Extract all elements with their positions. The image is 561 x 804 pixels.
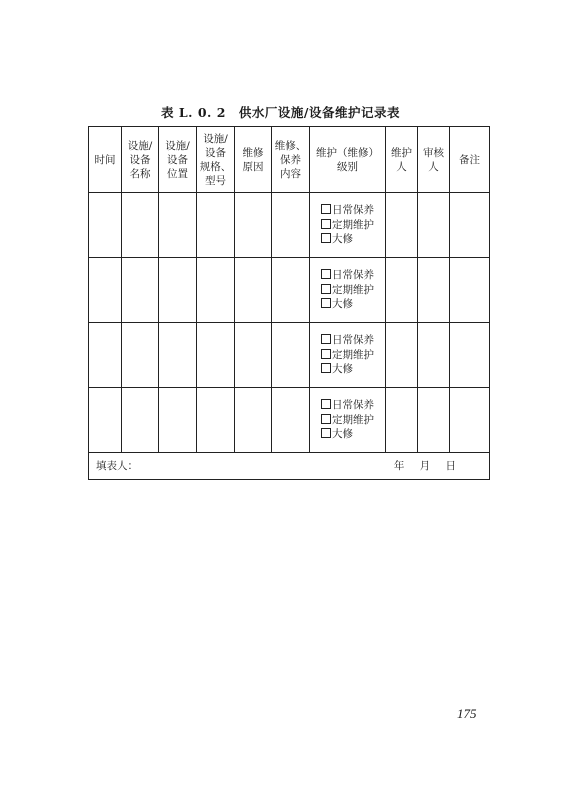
header-row bbox=[89, 127, 490, 193]
header-facility-name: 设施/ 设备 名称 bbox=[122, 127, 159, 193]
repair-reason-cell[interactable] bbox=[235, 323, 272, 388]
repair-reason-cell[interactable] bbox=[235, 388, 272, 453]
table-row bbox=[89, 388, 490, 453]
checkbox-icon[interactable] bbox=[321, 298, 331, 308]
checkbox-icon[interactable] bbox=[321, 428, 331, 438]
checkbox-icon[interactable] bbox=[321, 284, 331, 294]
header-facility-location: 设施/ 设备 位置 bbox=[159, 127, 197, 193]
table-row bbox=[89, 258, 490, 323]
time-cell[interactable] bbox=[89, 323, 122, 388]
option-periodic[interactable]: 定期维护 bbox=[321, 348, 374, 363]
remarks-cell[interactable] bbox=[450, 258, 490, 323]
option-periodic[interactable]: 定期维护 bbox=[321, 413, 374, 428]
reviewer-cell[interactable] bbox=[418, 258, 450, 323]
header-facility-spec: 设施/ 设备 规格、 型号 bbox=[197, 127, 235, 193]
repair-content-cell[interactable] bbox=[272, 323, 310, 388]
time-cell[interactable] bbox=[89, 193, 122, 258]
header-repair-content: 维修、 保养 内容 bbox=[272, 127, 310, 193]
level-cell bbox=[310, 258, 386, 323]
option-routine[interactable]: 日常保养 bbox=[321, 333, 374, 348]
reviewer-cell[interactable] bbox=[418, 323, 450, 388]
level-cell bbox=[310, 323, 386, 388]
option-routine[interactable]: 日常保养 bbox=[321, 268, 374, 283]
repair-reason-cell[interactable] bbox=[235, 193, 272, 258]
facility-name-cell[interactable] bbox=[122, 388, 159, 453]
option-periodic[interactable]: 定期维护 bbox=[321, 283, 374, 298]
facility-name-cell[interactable] bbox=[122, 193, 159, 258]
date-fields[interactable] bbox=[382, 459, 456, 473]
reviewer-cell[interactable] bbox=[418, 193, 450, 258]
remarks-cell[interactable] bbox=[450, 193, 490, 258]
header-maintenance-level: 维护（维修） 级别 bbox=[310, 127, 386, 193]
header-repair-reason: 维修 原因 bbox=[235, 127, 272, 193]
footer-row bbox=[89, 453, 490, 480]
maintenance-record-table bbox=[88, 126, 490, 480]
checkbox-icon[interactable] bbox=[321, 233, 331, 243]
level-cell bbox=[310, 193, 386, 258]
maintainer-cell[interactable] bbox=[386, 388, 418, 453]
time-cell[interactable] bbox=[89, 388, 122, 453]
checkbox-icon[interactable] bbox=[321, 363, 331, 373]
checkbox-icon[interactable] bbox=[321, 269, 331, 279]
facility-location-cell[interactable] bbox=[159, 193, 197, 258]
checkbox-icon[interactable] bbox=[321, 414, 331, 424]
header-time: 时间 bbox=[89, 127, 122, 193]
checkbox-icon[interactable] bbox=[321, 219, 331, 229]
remarks-cell[interactable] bbox=[450, 388, 490, 453]
checkbox-icon[interactable] bbox=[321, 399, 331, 409]
remarks-cell[interactable] bbox=[450, 323, 490, 388]
header-reviewer: 审核 人 bbox=[418, 127, 450, 193]
reviewer-cell[interactable] bbox=[418, 388, 450, 453]
table-row bbox=[89, 193, 490, 258]
facility-location-cell[interactable] bbox=[159, 388, 197, 453]
option-overhaul[interactable]: 大修 bbox=[321, 427, 374, 442]
option-overhaul[interactable]: 大修 bbox=[321, 362, 374, 377]
facility-spec-cell[interactable] bbox=[197, 193, 235, 258]
option-overhaul[interactable]: 大修 bbox=[321, 232, 374, 247]
facility-spec-cell[interactable] bbox=[197, 388, 235, 453]
repair-reason-cell[interactable] bbox=[235, 258, 272, 323]
header-remarks: 备注 bbox=[450, 127, 490, 193]
maintainer-cell[interactable] bbox=[386, 193, 418, 258]
repair-content-cell[interactable] bbox=[272, 388, 310, 453]
table-row bbox=[89, 323, 490, 388]
repair-content-cell[interactable] bbox=[272, 258, 310, 323]
option-periodic[interactable]: 定期维护 bbox=[321, 218, 374, 233]
repair-content-cell[interactable] bbox=[272, 193, 310, 258]
day-label: 日 bbox=[445, 460, 456, 472]
maintainer-cell[interactable] bbox=[386, 323, 418, 388]
filler-label: 填表人： bbox=[96, 460, 138, 472]
facility-name-cell[interactable] bbox=[122, 258, 159, 323]
facility-location-cell[interactable] bbox=[159, 258, 197, 323]
checkbox-icon[interactable] bbox=[321, 334, 331, 344]
table-title: 表 L. 0. 2 供水厂设施/设备维护记录表 bbox=[160, 105, 400, 120]
facility-location-cell[interactable] bbox=[159, 323, 197, 388]
level-cell bbox=[310, 388, 386, 453]
option-overhaul[interactable]: 大修 bbox=[321, 297, 374, 312]
page-number: 175 bbox=[457, 706, 477, 721]
header-maintainer: 维护 人 bbox=[386, 127, 418, 193]
checkbox-icon[interactable] bbox=[321, 204, 331, 214]
maintainer-cell[interactable] bbox=[386, 258, 418, 323]
signature-cell bbox=[89, 453, 490, 480]
checkbox-icon[interactable] bbox=[321, 349, 331, 359]
year-label: 年 bbox=[393, 460, 405, 472]
option-routine[interactable]: 日常保养 bbox=[321, 398, 374, 413]
facility-spec-cell[interactable] bbox=[197, 258, 235, 323]
option-routine[interactable]: 日常保养 bbox=[321, 203, 374, 218]
month-label: 月 bbox=[419, 460, 431, 472]
facility-name-cell[interactable] bbox=[122, 323, 159, 388]
facility-spec-cell[interactable] bbox=[197, 323, 235, 388]
time-cell[interactable] bbox=[89, 258, 122, 323]
